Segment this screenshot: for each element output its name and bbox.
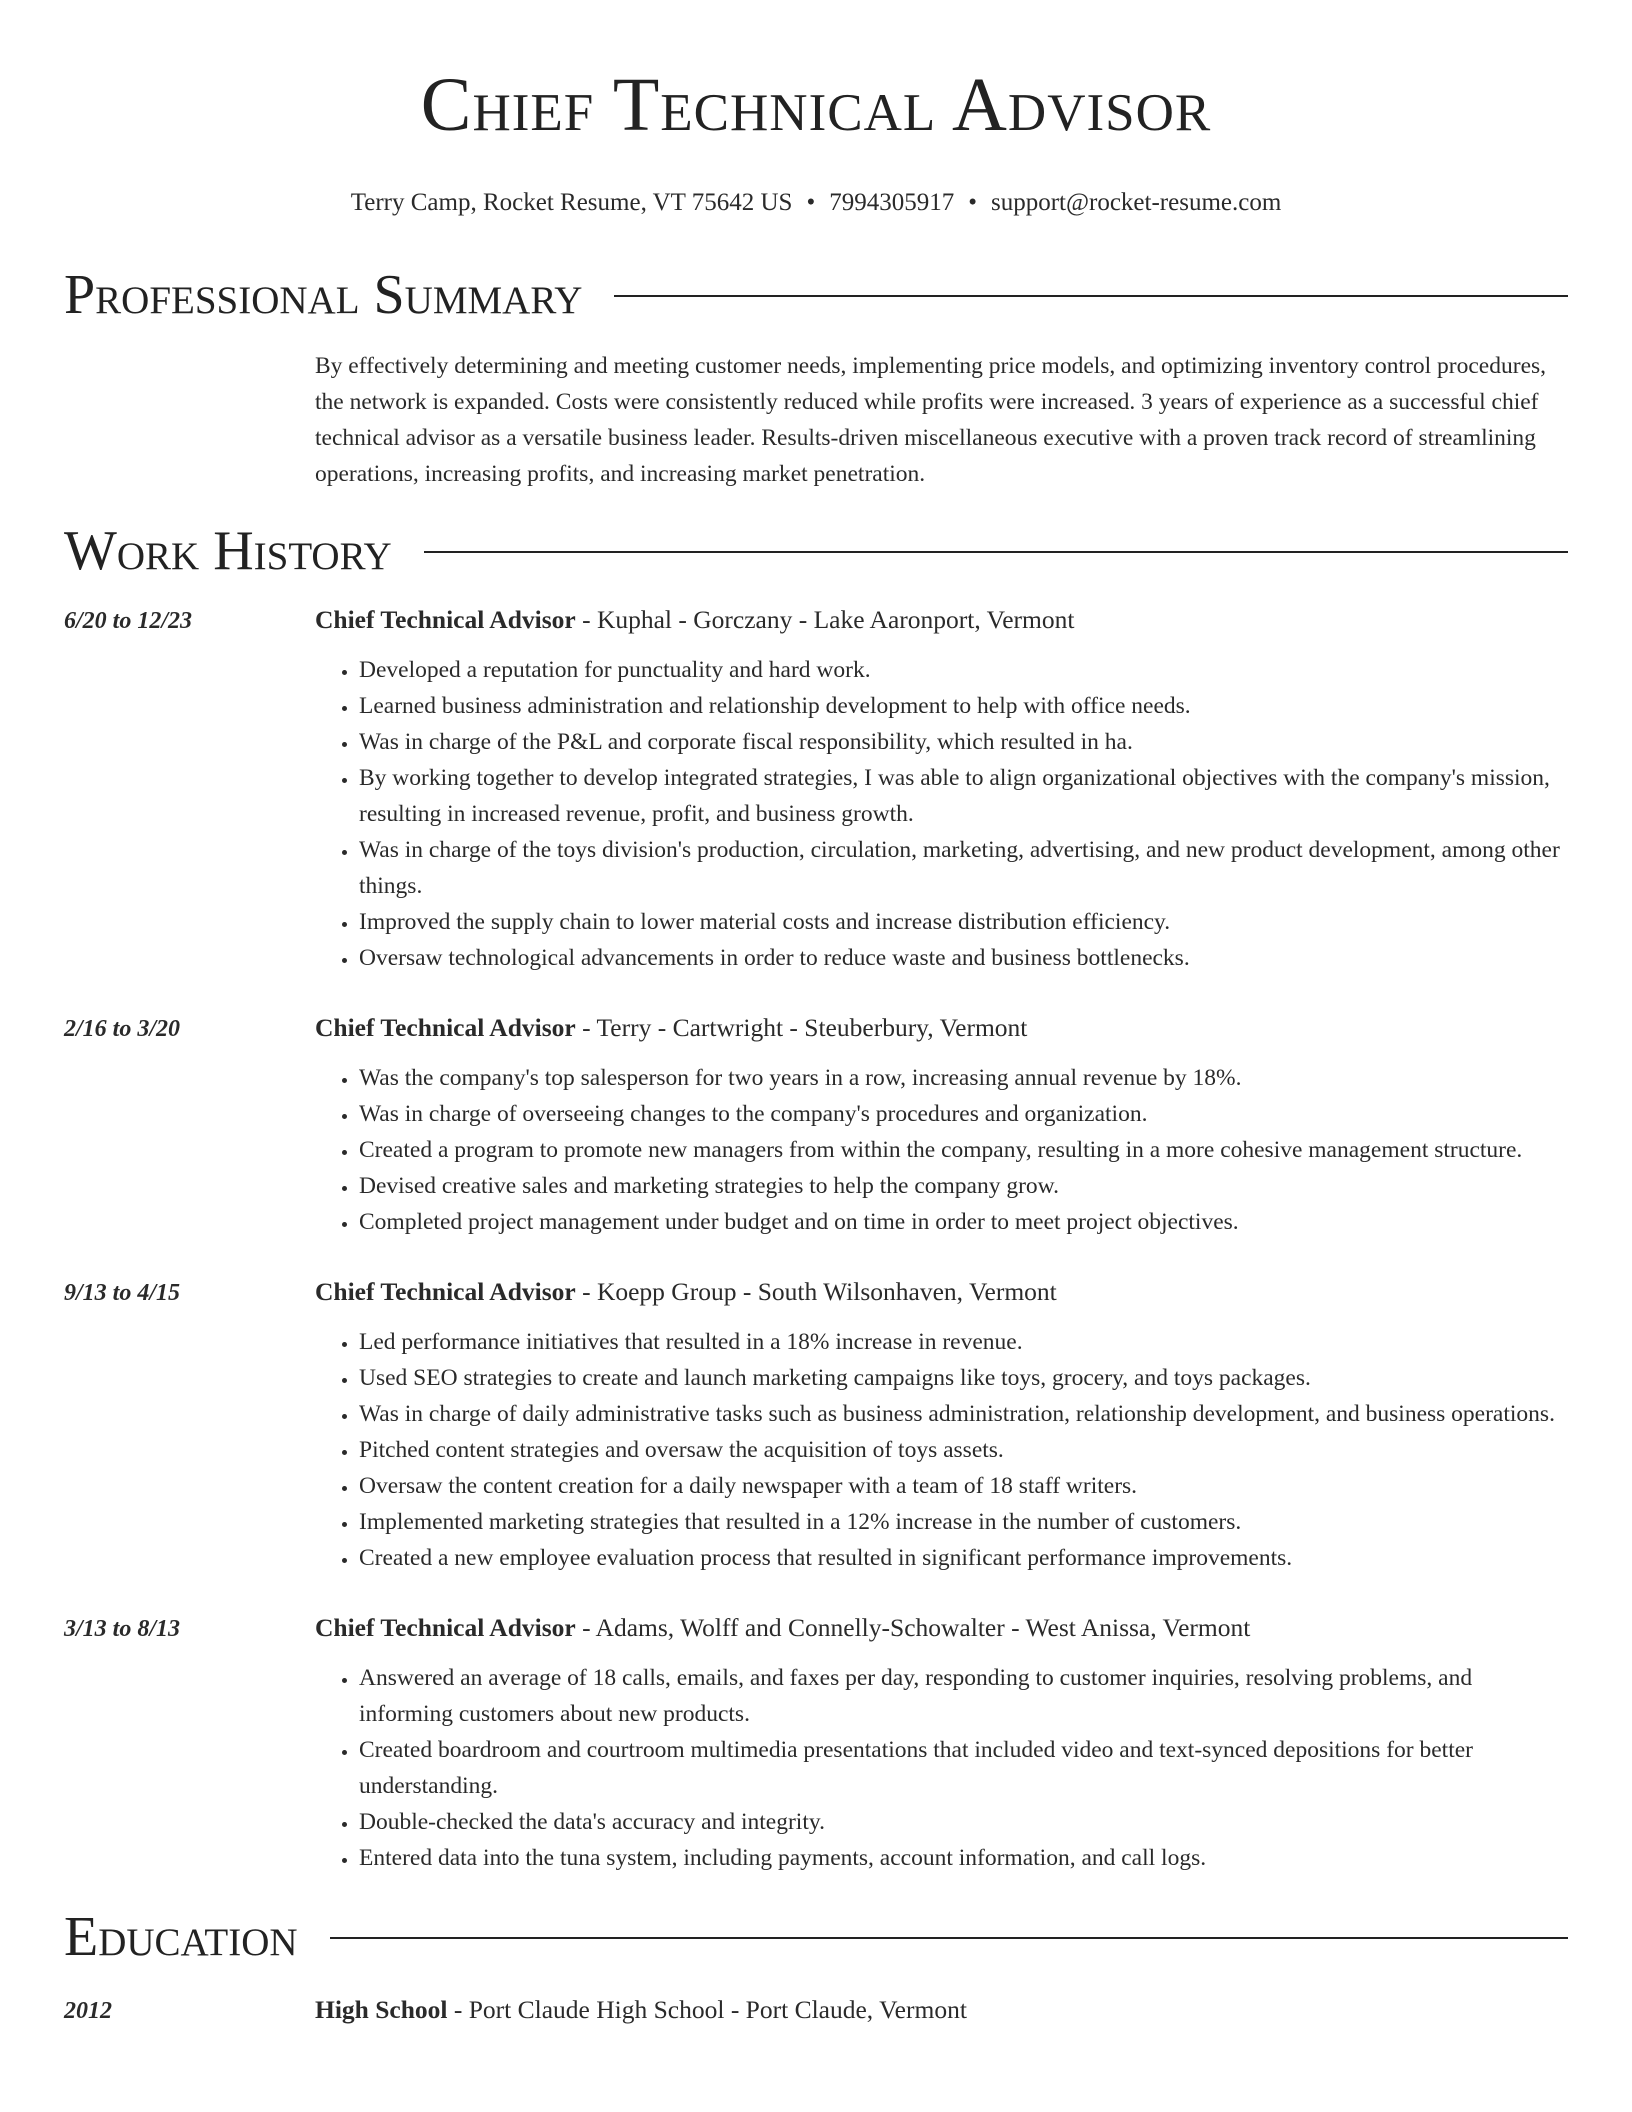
job-headline <box>315 1010 1568 1046</box>
job-bullet: • Was in charge of daily administrative tasks such as business administration, relationship development, and business operations. <box>359 1396 1568 1432</box>
section-divider <box>614 295 1568 297</box>
education-entry <box>64 1992 1568 2028</box>
education-details: - Port Claude High School - Port Claude, Vermont <box>447 1995 967 2024</box>
job-dates: 9/13 to 4/15 <box>64 1280 181 1306</box>
work-section-header <box>64 520 1568 582</box>
education-section-header <box>64 1906 1568 1968</box>
resume-title: Chief Technical Advisor <box>420 63 1212 147</box>
education-year: 2012 <box>64 1998 112 2024</box>
contact-email: support@rocket-resume.com <box>990 189 1282 216</box>
job-bullet: • Answered an average of 18 calls, emails, and faxes per day, responding to customer inquiries, resolving problems, and informing customers about new products. <box>359 1660 1568 1732</box>
job-bullet: • Entered data into the tuna system, including payments, account information, and call logs. <box>359 1840 1568 1876</box>
job-headline <box>315 1610 1568 1646</box>
job-headline <box>315 602 1568 638</box>
job-bullet: • Improved the supply chain to lower material costs and increase distribution efficiency. <box>359 904 1568 940</box>
summary-text: By effectively determining and meeting customer needs, implementing price models, and optimizing inventory control procedures, the network is expanded. Costs were consistently reduced while profits were increased. 3 years of experience as a successful chief technical advisor as a versatile business leader. Results-driven miscellaneous executive with a proven track record of streamlining operations, increasing profits, and increasing market penetration. <box>315 353 1547 487</box>
education-degree: High School <box>315 1995 448 2024</box>
job-bullet: • Created a program to promote new managers from within the company, resulting in a more cohesive management structure. <box>359 1132 1568 1168</box>
job-headline <box>315 1274 1568 1310</box>
job-bullet: • Led performance initiatives that resulted in a 18% increase in revenue. <box>359 1324 1568 1360</box>
contact-line <box>64 186 1568 220</box>
job-bullets <box>315 652 1568 976</box>
job-title: Chief Technical Advisor <box>315 605 576 634</box>
job-bullet: • Learned business administration and relationship development to help with office needs. <box>359 688 1568 724</box>
job-details: - Koepp Group - South Wilsonhaven, Vermont <box>575 1277 1057 1306</box>
job-bullet: • Was the company's top salesperson for two years in a row, increasing annual revenue by 18%. <box>359 1060 1568 1096</box>
job-bullet: • Oversaw the content creation for a daily newspaper with a team of 18 staff writers. <box>359 1468 1568 1504</box>
job-bullet: • Double-checked the data's accuracy and integrity. <box>359 1804 1568 1840</box>
job-bullet: • Oversaw technological advancements in order to reduce waste and business bottlenecks. <box>359 940 1568 976</box>
job-title: Chief Technical Advisor <box>315 1013 576 1042</box>
job-bullet: • Implemented marketing strategies that resulted in a 12% increase in the number of customers. <box>359 1504 1568 1540</box>
contact-separator: • <box>968 189 977 216</box>
job-bullet: • Was in charge of the toys division's production, circulation, marketing, advertising, and new product development, among other things. <box>359 832 1568 904</box>
job-bullet: • Created a new employee evaluation process that resulted in significant performance improvements. <box>359 1540 1568 1576</box>
job-bullet: • Was in charge of overseeing changes to the company's procedures and organization. <box>359 1096 1568 1132</box>
contact-address: Terry Camp, Rocket Resume, VT 75642 US <box>350 189 793 216</box>
job-bullet: • Developed a reputation for punctuality and hard work. <box>359 652 1568 688</box>
contact-separator: • <box>806 189 816 216</box>
job-bullets <box>315 1660 1568 1876</box>
education-heading: Education <box>64 1906 298 1968</box>
job-details: - Kuphal - Gorczany - Lake Aaronport, Vermont <box>575 605 1075 634</box>
job-bullet: • By working together to develop integrated strategies, I was able to align organizational objectives with the company's mission, resulting in increased revenue, profit, and business growth. <box>359 760 1568 832</box>
job-dates: 6/20 to 12/23 <box>64 608 193 634</box>
job-entry <box>64 1610 1568 1876</box>
summary-heading: Professional Summary <box>64 264 583 326</box>
education-headline <box>315 1992 1568 2028</box>
job-title: Chief Technical Advisor <box>315 1277 576 1306</box>
section-divider <box>330 1937 1568 1939</box>
job-dates: 2/16 to 3/20 <box>64 1016 181 1042</box>
job-bullets <box>315 1060 1568 1240</box>
job-bullet: • Completed project management under budget and on time in order to meet project objectives. <box>359 1204 1568 1240</box>
work-heading: Work History <box>64 520 392 582</box>
job-bullet: • Pitched content strategies and oversaw the acquisition of toys assets. <box>359 1432 1568 1468</box>
job-dates: 3/13 to 8/13 <box>64 1616 181 1642</box>
job-details: - Adams, Wolff and Connelly-Schowalter - West Anissa, Vermont <box>575 1613 1251 1642</box>
job-entry <box>64 602 1568 976</box>
job-entry <box>64 1010 1568 1240</box>
summary-section-header <box>64 264 1568 326</box>
job-bullets <box>315 1324 1568 1576</box>
job-bullet: • Used SEO strategies to create and launch marketing campaigns like toys, grocery, and toys packages. <box>359 1360 1568 1396</box>
job-details: - Terry - Cartwright - Steuberbury, Vermont <box>575 1013 1028 1042</box>
contact-phone: 7994305917 <box>829 189 955 216</box>
job-bullet: • Created boardroom and courtroom multimedia presentations that included video and text-synced depositions for better understanding. <box>359 1732 1568 1804</box>
section-divider <box>424 551 1568 553</box>
job-bullet: • Was in charge of the P&L and corporate fiscal responsibility, which resulted in ha. <box>359 724 1568 760</box>
job-bullet: • Devised creative sales and marketing strategies to help the company grow. <box>359 1168 1568 1204</box>
resume-page <box>64 0 1568 2028</box>
job-title: Chief Technical Advisor <box>315 1613 576 1642</box>
job-entry <box>64 1274 1568 1576</box>
